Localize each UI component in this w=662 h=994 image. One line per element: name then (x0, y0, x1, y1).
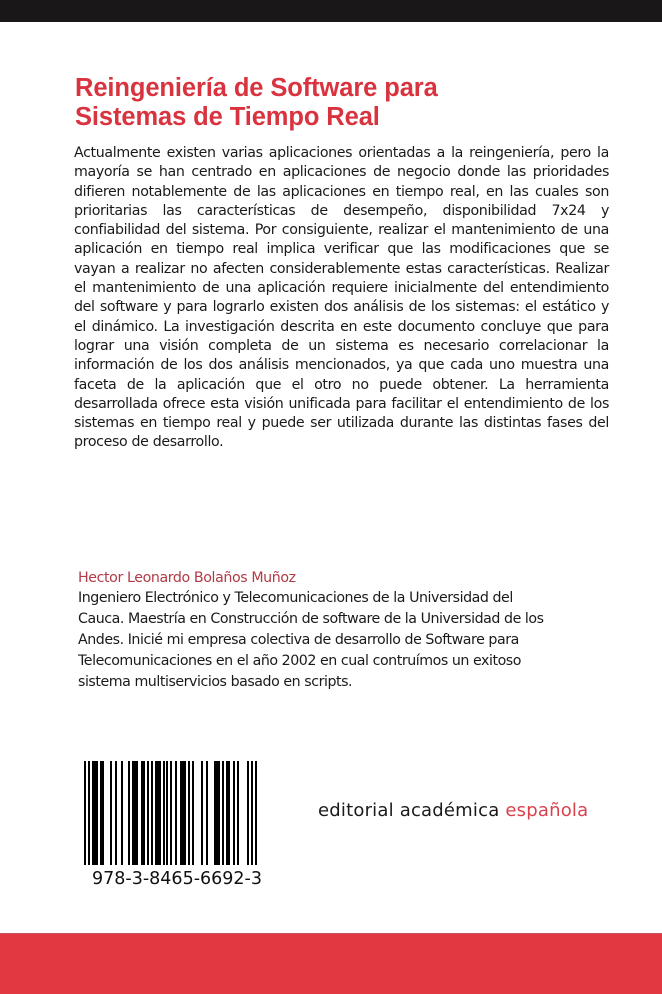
author-name: Hector Leonardo Bolaños Muñoz (78, 570, 296, 586)
publisher-logo (318, 800, 588, 821)
author-bio-line: Ingeniero Electrónico y Telecomunicaciones de la Universidad del (78, 590, 513, 606)
bottom-red-band (0, 933, 662, 994)
publisher-name-accent: española (505, 800, 589, 821)
author-bio-line: Cauca. Maestría en Construcción de software de la Universidad de los (78, 611, 544, 627)
title-line-2: Sistemas de Tiempo Real (75, 103, 380, 131)
author-section (78, 568, 618, 693)
author-bio-line: sistema multiservicios basado en scripts. (78, 674, 353, 690)
author-bio-line: Andes. Inicié mi empresa colectiva de desarrollo de Software para (78, 632, 519, 648)
book-title (75, 74, 635, 132)
book-abstract: Actualmente existen varias aplicaciones orientadas a la reingeniería, pero la mayoría se han centrado en aplicaciones de negocio donde las prioridades difieren notablemente de las aplicaciones en tiempo real, en las cuales son prioritarias las características de desempeño, disponibilidad 7x24 y confiabilidad del sistema. Por consiguiente, realizar el mantenimiento de una aplicación en tiempo real implica verificar que las modificaciones que se vayan a realizar no afecten considerablemente estas características. Realizar el mantenimiento de una aplicación requiere inicialmente del entendimiento del software y para lograrlo existen dos análisis de los sistemas: el estático y el dinámico. La investigación descrita en este documento concluye que para lograr una visión completa de un sistema es necesario correlacionar la información de los dos análisis mencionados, ya que cada uno muestra una faceta de la aplicación que el otro no puede obtener. La herramienta desarrollada ofrece esta visión unificada para facilitar el entendimiento de los sistemas en tiempo real y puede ser utilizada durante las distintas fases del proceso de desarrollo. (74, 145, 609, 451)
top-black-band (0, 0, 662, 22)
publisher-name: editorial académica (318, 800, 506, 821)
barcode-icon (84, 761, 259, 865)
author-bio-line: Telecomunicaciones en el año 2002 en cual contruímos un exitoso (78, 653, 521, 669)
title-line-1: Reingeniería de Software para (75, 74, 438, 102)
author-bio (78, 588, 618, 693)
isbn-number: 978-3-8465-6692-3 (92, 869, 263, 889)
